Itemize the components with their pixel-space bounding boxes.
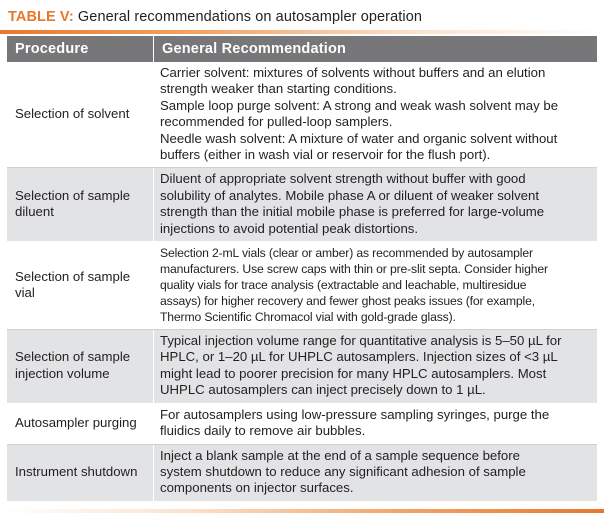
recommendation-cell [154, 168, 598, 242]
text-line: Diluent of appropriate solvent strength without buffer with good [160, 171, 526, 187]
table-row [7, 168, 597, 242]
text-line: Needle wash solvent: A mixture of water and organic solvent without [160, 130, 558, 146]
recommendation-cell [154, 62, 598, 168]
text-line: strength weaker than starting conditions. [160, 81, 397, 97]
recommendations-table [7, 36, 597, 502]
text-line: system shutdown to reduce any significant adhesion of sample [160, 463, 526, 479]
text-line: might lead to poorer precision for many HPLC autosamplers. Most [160, 365, 547, 381]
text-line: solubility of analytes. Mobile phase A or diluent of weaker solvent [160, 187, 539, 203]
text-line: Typical injection volume range for quantitative analysis is 5–50 µL for [160, 333, 562, 349]
table-number: TABLE V: [8, 9, 74, 25]
procedure-cell: Instrument shutdown [7, 444, 154, 501]
text-line: Inject a blank sample at the end of a sample sequence before [160, 447, 520, 463]
text-line: HPLC, or 1–20 µL for UHPLC autosamplers. Injection sizes of <3 µL [160, 349, 558, 365]
procedure-cell: Selection of sample injection volume [7, 330, 154, 404]
text-line: fluidics daily to remove air bubbles. [160, 423, 366, 439]
procedure-header: Procedure [7, 36, 154, 62]
text-line: quality vials for trace analysis (extractable and leachable, multiresidue [160, 278, 527, 293]
procedure-cell: Selection of sample diluent [7, 168, 154, 242]
procedure-cell: Selection of solvent [7, 62, 154, 168]
text-line: recommended for pulled-loop samplers. [160, 114, 393, 130]
top-divider [0, 30, 604, 34]
header-row [7, 36, 597, 62]
text-line: UHPLC autosamplers can inject precisely down to 1 µL. [160, 382, 486, 398]
text-line: injections to avoid potential peak distortions. [160, 220, 419, 236]
table-row [7, 444, 597, 501]
table-row [7, 330, 597, 404]
text-line: Selection 2-mL vials (clear or amber) as recommended by autosampler [160, 246, 533, 261]
text-line: manufacturers. Use screw caps with thin or pre-slit septa. Consider higher [160, 262, 548, 277]
table-row [7, 403, 597, 444]
table-row [7, 242, 597, 330]
table-caption: General recommendations on autosampler operation [77, 9, 423, 25]
table-row [7, 62, 597, 168]
text-line: assays) for higher recovery and fewer ghost peaks issues (for example, [160, 294, 535, 309]
recommendation-cell [154, 403, 598, 444]
recommendation-cell [154, 242, 598, 330]
procedure-cell: Selection of sample vial [7, 242, 154, 330]
text-line: components on injector surfaces. [160, 480, 354, 496]
text-line: Thermo Scientific Chromacol vial with gold-grade glass). [160, 310, 456, 325]
text-line: Sample loop purge solvent: A strong and weak wash solvent may be [160, 97, 559, 113]
bottom-divider [0, 509, 604, 513]
table-title [8, 9, 422, 25]
text-line: For autosamplers using low-pressure sampling syringes, purge the [160, 406, 550, 422]
recommendation-cell [154, 444, 598, 501]
recommendation-header: General Recommendation [154, 36, 598, 62]
text-line: strength than the initial mobile phase is preferred for large-volume [160, 204, 545, 220]
text-line: Carrier solvent: mixtures of solvents without buffers and an elution [160, 65, 546, 80]
procedure-cell: Autosampler purging [7, 403, 154, 444]
text-line: buffers (either in wash vial or reservoir for the flush port). [160, 147, 491, 163]
recommendation-cell [154, 330, 598, 404]
